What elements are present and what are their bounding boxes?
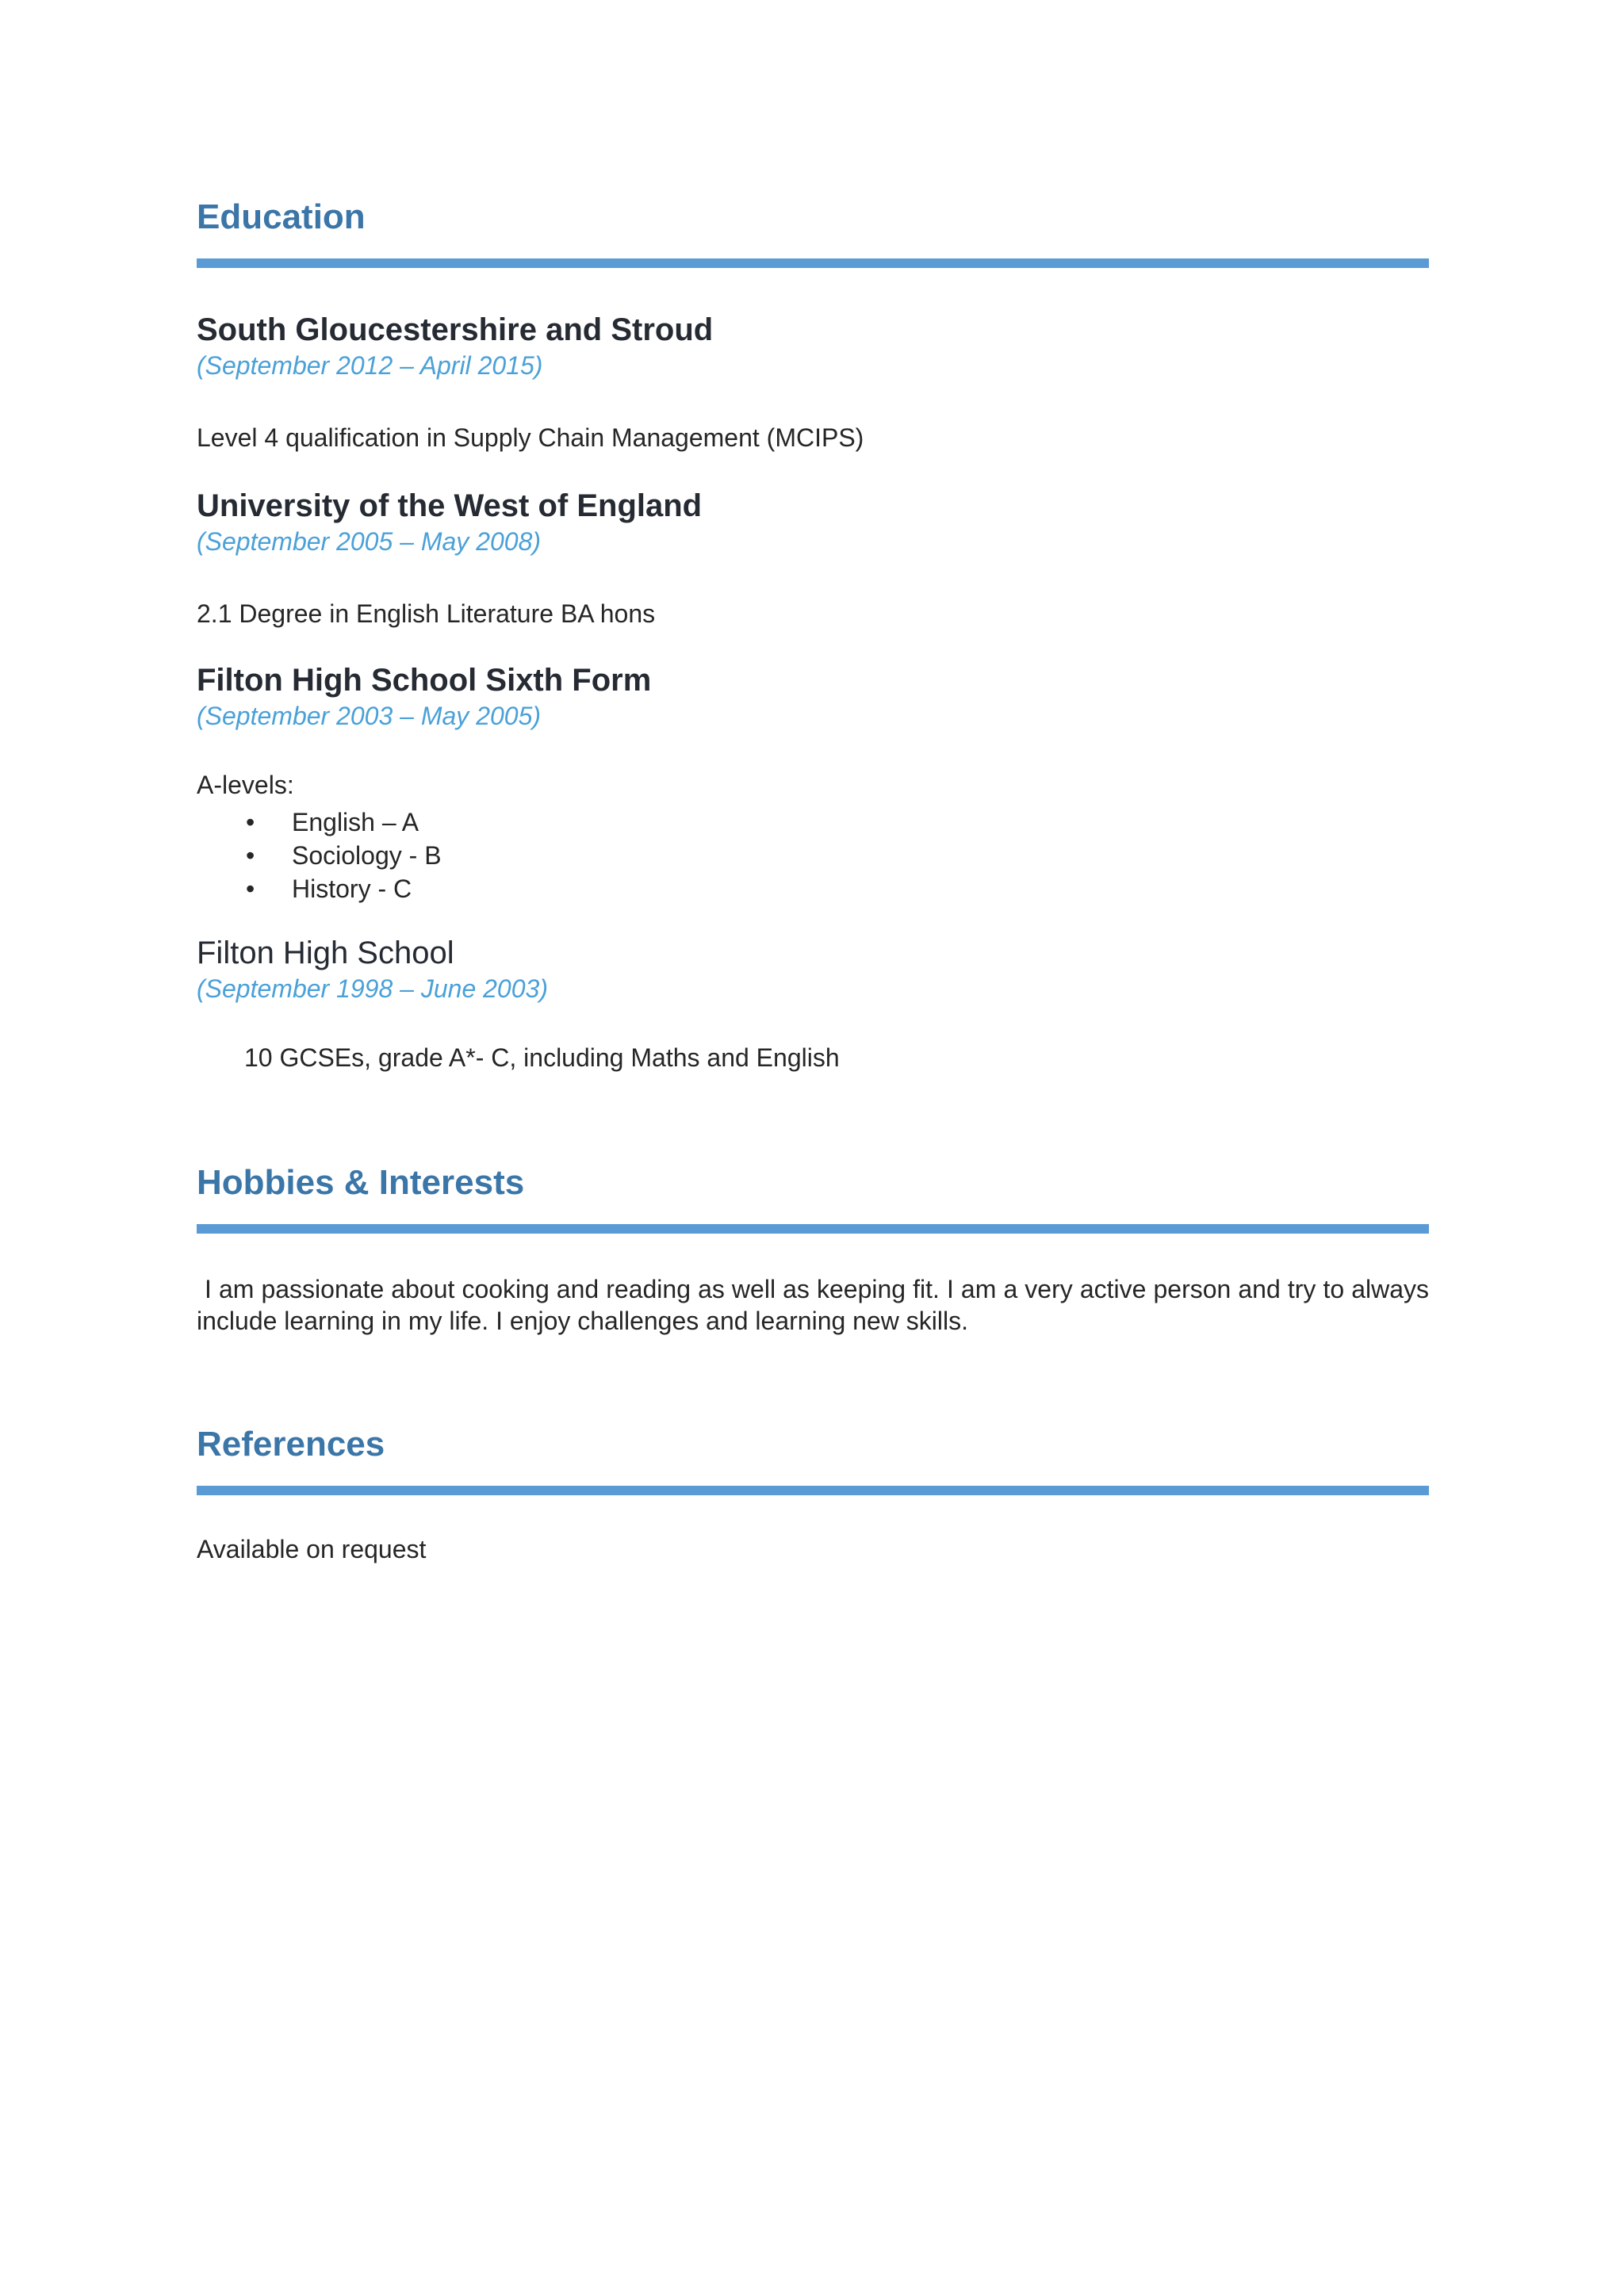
- entry-dates: (September 2003 – May 2005): [197, 702, 542, 730]
- education-entry-1: [197, 311, 713, 382]
- hobbies-rule: [197, 1224, 1429, 1234]
- entry-dates: (September 1998 – June 2003): [197, 974, 548, 1003]
- entry-dates: (September 2005 – May 2008): [197, 527, 542, 556]
- entry-dates: (September 2012 – April 2015): [197, 351, 543, 380]
- list-item: • English – A: [197, 806, 442, 839]
- education-entry-3: [197, 661, 651, 733]
- education-heading: Education: [197, 197, 366, 236]
- references-heading: References: [197, 1425, 385, 1464]
- references-section: [197, 1424, 1429, 1495]
- institution-name: Filton High School: [197, 936, 454, 970]
- bullet-icon: •: [246, 808, 255, 836]
- bullet-icon: •: [246, 874, 255, 903]
- list-item: • Sociology - B: [197, 839, 442, 872]
- list-item: • History - C: [197, 872, 442, 905]
- entry-detail: 2.1 Degree in English Literature BA hons: [197, 599, 656, 628]
- education-entry-4: [197, 934, 548, 1005]
- hobbies-text: I am passionate about cooking and reading as well as keeping fit. I am a very active person and try to always include learning in my life. I enjoy challenges and learning new skills.: [197, 1275, 1429, 1335]
- hobbies-heading: Hobbies & Interests: [197, 1163, 525, 1202]
- bullet-icon: •: [246, 841, 255, 870]
- institution-name: Filton High School Sixth Form: [197, 663, 652, 698]
- a-levels-label: A-levels:: [197, 771, 294, 799]
- entry-detail: 10 GCSEs, grade A*- C, including Maths and English: [244, 1043, 840, 1072]
- a-levels-list: [197, 806, 442, 905]
- education-entry-2: [197, 487, 702, 558]
- education-rule: [197, 258, 1429, 268]
- references-text: Available on request: [197, 1535, 427, 1563]
- institution-name: South Gloucestershire and Stroud: [197, 312, 714, 347]
- entry-detail: Level 4 qualification in Supply Chain Management (MCIPS): [197, 423, 864, 452]
- hobbies-section: [197, 1162, 1429, 1234]
- institution-name: University of the West of England: [197, 488, 703, 523]
- education-section: [197, 197, 1429, 268]
- references-rule: [197, 1486, 1429, 1495]
